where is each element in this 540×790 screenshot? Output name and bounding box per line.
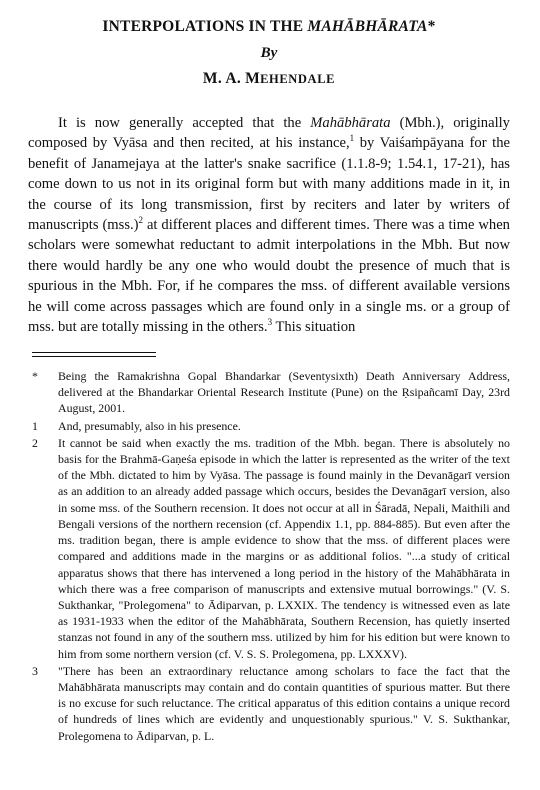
footnote (28, 418, 510, 434)
body-text-5: This situation (272, 319, 356, 336)
title-italic: MAHĀBHĀRATA (307, 18, 428, 35)
footnote-text: "There has been an extraordinary reluctance among scholars to face the fact that the Mahābhārata manuscripts may contain and do contain quantities of spurious matter. But there is no excuse for such reluctance. The critical apparatus of this edition contains a unique record of hundreds of lines which are evidently and unquestionably spurious." V. S. Sukthankar, Prolegomena to Ādiparvan, p. L. (58, 663, 510, 743)
body-text-3: by Vaiśaṁpāyana for the benefit of Janamejaya at the latter's snake sacrifice (1.1.8-9; 1.54.1, 17-21), has come down to us not in its original form but with many additions made in it, in the course of its long transmission, first by reciters and later by writers of manuscripts (mss.) (28, 135, 510, 234)
footnote-separator (32, 352, 156, 360)
author-surname-smallcaps: EHENDALE (260, 72, 336, 86)
footnote (28, 435, 510, 662)
footnote-marker: 3 (32, 663, 38, 678)
footnote-marker: 2 (32, 435, 38, 450)
title-footnote-mark: * (427, 18, 436, 35)
footnote (28, 663, 510, 744)
footnote-marker: 1 (32, 418, 38, 433)
article-title (28, 0, 510, 36)
body-text-2: (Mbh.), originally composed by Vyāsa and then recited, at his instance, (28, 115, 510, 152)
body-text-4: at different places and different times. There was a time when scholars were somewhat reductant to admit interpolations in the Mbh. But now there would hardly be any one who would doubt the presence of much that is spurious in the Mbh. For, if he compares the mss. of different available versions he will come across passages which are found only in a single ms. or a group of mss. but are totally missing in the others. (28, 217, 510, 336)
footnote-ref-1: 1 (349, 133, 355, 144)
footnotes (28, 368, 510, 744)
body-text-1: It is now generally accepted that the (58, 115, 311, 131)
footnote (28, 368, 510, 417)
footnote-ref-3: 3 (267, 317, 273, 328)
title-prefix: INTERPOLATIONS IN THE (102, 18, 308, 35)
footnote-text: It cannot be said when exactly the ms. tradition of the Mbh. began. There is absolutely no basis for the Brahmā-Gaṇeśa episode in which the latter is represented as the writer of the text of the Mbh. dictated to him by Vyāsa. The passage is found mainly in the Devanāgarī version as an addition to an already added passage which occurs, besides the Devanāgarī version, also in some mss. of the Southern recension. It does not occur at all in Śāradā, Nepali, Maithili and Bengali versions of the northern recension (cf. Appendix 1.1, pp. 884-885). But even after the ms. tradition began, there is ample evidence to show that the mss. of different places were compared and additions made in the margins or as additional folios. "...a study of critical apparatus shows that there has intervened a long period in the history of the Mahābhārata in which there was a free comparison of manuscripts and extensive mutual borrowings." (V. S. Sukthankar, "Prolegomena" to Ādiparvan, p. LXXIX. The tendency is witnessed even as late as 1931-1933 when the editor of the Mahābhārata, Southern Recension, has quietly inserted stanzas not found in any of the southern mss. utilized by him for his edition but were known to him from some northern version (cf. V. S. S. Prolegomena, pp. LXXXV). (58, 435, 510, 661)
body-italic-title: Mahābhārata (310, 115, 391, 131)
author-initials: M. A. M (202, 70, 261, 87)
footnote-marker: * (32, 369, 38, 384)
footnote-text: Being the Ramakrishna Gopal Bhandarkar (Seventysixth) Death Anniversary Address, delivered at the Bhandarkar Oriental Research Institute (Pune) on the Ṛsipañcamī Day, 23rd August, 2001. (58, 369, 510, 416)
footnote-text: And, presumably, also in his presence. (58, 418, 241, 433)
body-paragraph (28, 113, 510, 337)
footnote-ref-2: 2 (138, 215, 144, 226)
byline-by: By (260, 45, 278, 61)
author-name (28, 70, 510, 88)
